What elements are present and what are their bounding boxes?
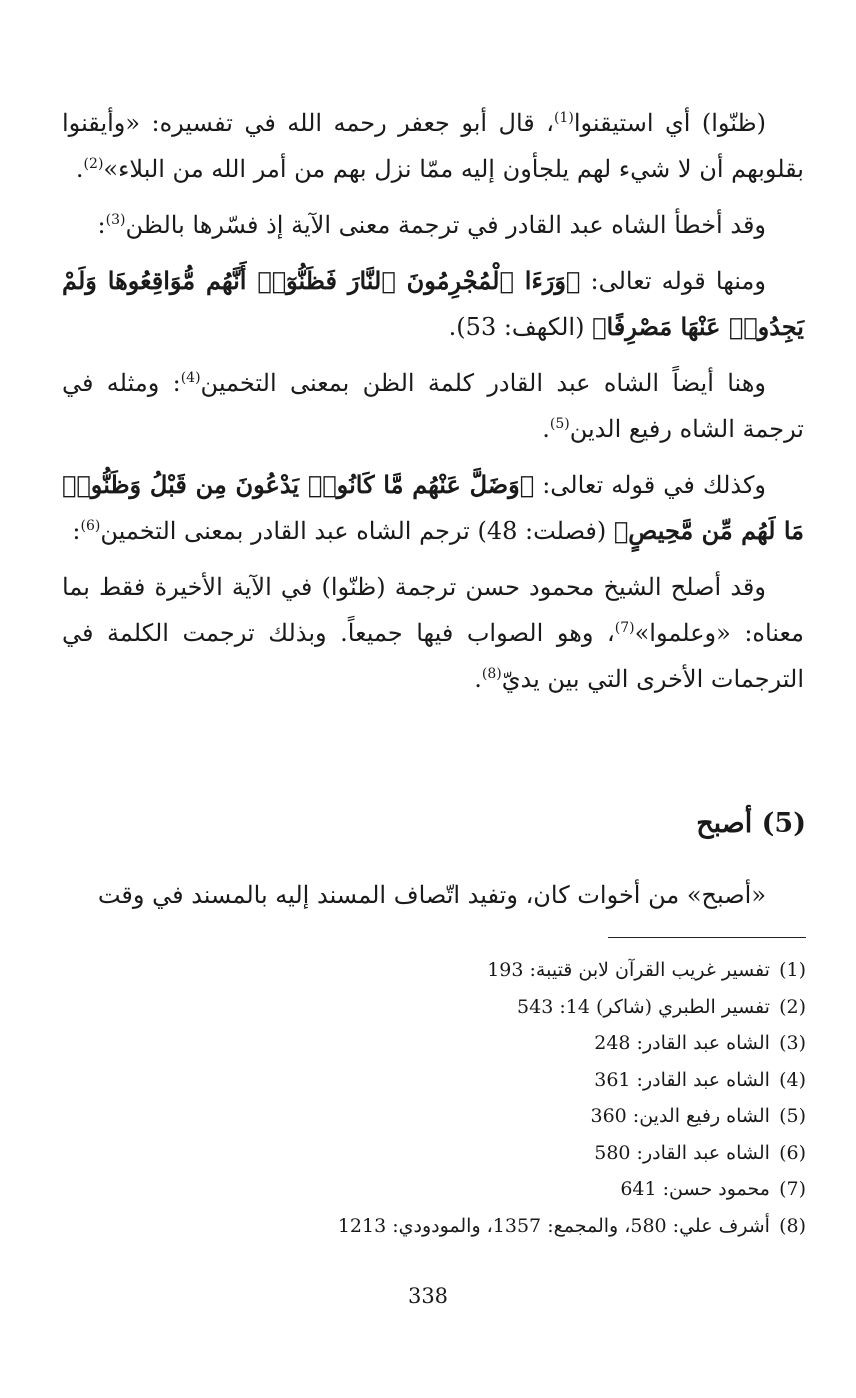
text-run: .: [542, 415, 550, 443]
footnote-number: (8): [779, 1214, 806, 1237]
paragraph-5: [62, 462, 804, 554]
footnote-item: [106, 1135, 806, 1172]
paragraph-6: [62, 564, 804, 702]
footnotes-list: [106, 952, 806, 1244]
text-run: :: [97, 211, 106, 239]
text-run: .: [75, 155, 84, 183]
footnote-item: [106, 1098, 806, 1135]
text-run: ، وهو الصواب فيها جميعاً. وبذلك ترجمت الكلمة في الترجمات الأخرى التي بين يديّ: [62, 619, 804, 693]
footnote-ref[interactable]: (3): [105, 212, 126, 228]
footnote-text: الشاه عبد القادر: 361: [594, 1068, 770, 1091]
text-run: :: [72, 517, 81, 545]
text-run: .: [474, 665, 482, 693]
footnote-separator: [608, 937, 806, 938]
quran-verse: ﴿وَضَلَّ عَنْهُم مَّا كَانُوا۟ يَدْعُونَ مِن قَبْلُ وَظَنُّوا۟ مَا لَهُم مِّن مَّحِيصٍ﴾: [62, 470, 804, 545]
footnote-number: (7): [779, 1178, 806, 1200]
paragraph-4: [62, 360, 804, 452]
footnote-item: [106, 1062, 806, 1099]
footnote-number: (5): [779, 1105, 806, 1127]
footnote-text: الشاه عبد القادر: 580: [594, 1141, 770, 1164]
footnote-ref[interactable]: (2): [83, 156, 104, 172]
text-run: وقد أخطأ الشاه عبد القادر في ترجمة معنى الآية إذ فسّرها بالظن: [125, 211, 766, 239]
section-heading: (5) أصبح: [696, 808, 806, 839]
text-run: وهنا أيضاً الشاه عبد القادر كلمة الظن بمعنى التخمين: [200, 369, 766, 397]
footnote-ref[interactable]: (5): [549, 416, 570, 432]
footnote-number: (6): [779, 1141, 806, 1164]
quran-verse: ﴿وَرَءَا ٱلْمُجْرِمُونَ ٱلنَّارَ فَظَنُّوٓا۟ أَنَّهُم مُّوَاقِعُوهَا وَلَمْ يَجِدُوا۟ عَنْهَا مَصْرِفًا﴾: [62, 266, 804, 341]
main-text: [62, 100, 804, 712]
footnote-ref[interactable]: (4): [180, 370, 201, 386]
text-run: (ظنّوا) أي استيقنوا: [573, 109, 766, 137]
footnote-ref[interactable]: (6): [80, 518, 101, 534]
footnote-text: أشرف علي: 580، والمجمع: 1357، والمودودي: 1213: [337, 1214, 770, 1237]
footnote-item: [106, 1171, 806, 1208]
text-run: وقد أصلح الشيخ محمود حسن ترجمة (ظنّوا) في الآية الأخيرة فقط بما معناه: «وعلموا»: [62, 573, 804, 647]
page-number: 338: [407, 1284, 449, 1308]
footnote-item: [106, 952, 806, 989]
footnote-ref[interactable]: (1): [553, 110, 574, 126]
footnote-item: [106, 1025, 806, 1062]
footnote-number: (1): [779, 959, 806, 981]
text-run: وكذلك في قوله تعالى:: [534, 471, 766, 499]
footnote-text: الشاه عبد القادر: 248: [594, 1032, 770, 1054]
footnote-number: (4): [779, 1068, 806, 1091]
footnote-ref[interactable]: (7): [614, 620, 635, 636]
text-run: ومنها قوله تعالى:: [580, 267, 766, 295]
text-run: (فصلت: 48) ترجم الشاه عبد القادر بمعنى التخمين: [100, 517, 614, 545]
paragraph-3: [62, 258, 804, 350]
footnote-text: محمود حسن: 641: [620, 1178, 770, 1200]
paragraph-1: [62, 100, 804, 192]
footnote-item: [106, 1208, 806, 1245]
verse-reference: (الكهف: 53).: [448, 313, 593, 341]
footnote-ref[interactable]: (8): [481, 666, 502, 682]
footnote-item: [106, 989, 806, 1026]
text-run: : ومثله في ترجمة الشاه رفيع الدين: [62, 369, 804, 443]
footnote-text: تفسير الطبري (شاكر) 14: 543: [517, 995, 770, 1018]
footnote-number: (3): [779, 1032, 806, 1054]
footnote-text: الشاه رفيع الدين: 360: [590, 1105, 770, 1127]
footnote-number: (2): [779, 995, 806, 1018]
footnote-text: تفسير غريب القرآن لابن قتيبة: 193: [487, 959, 770, 981]
paragraph-2: [62, 202, 804, 248]
paragraph-section-intro: «أصبح» من أخوات كان، وتفيد اتّصاف المسند إليه بالمسند في وقت: [97, 881, 766, 909]
text-run: ، قال أبو جعفر رحمه الله في تفسيره: «وأيقنوا بقلوبهم أن لا شيء لهم يلجأون إليه ممّا نزل بهم من أمر الله من البلاء»: [62, 109, 804, 183]
